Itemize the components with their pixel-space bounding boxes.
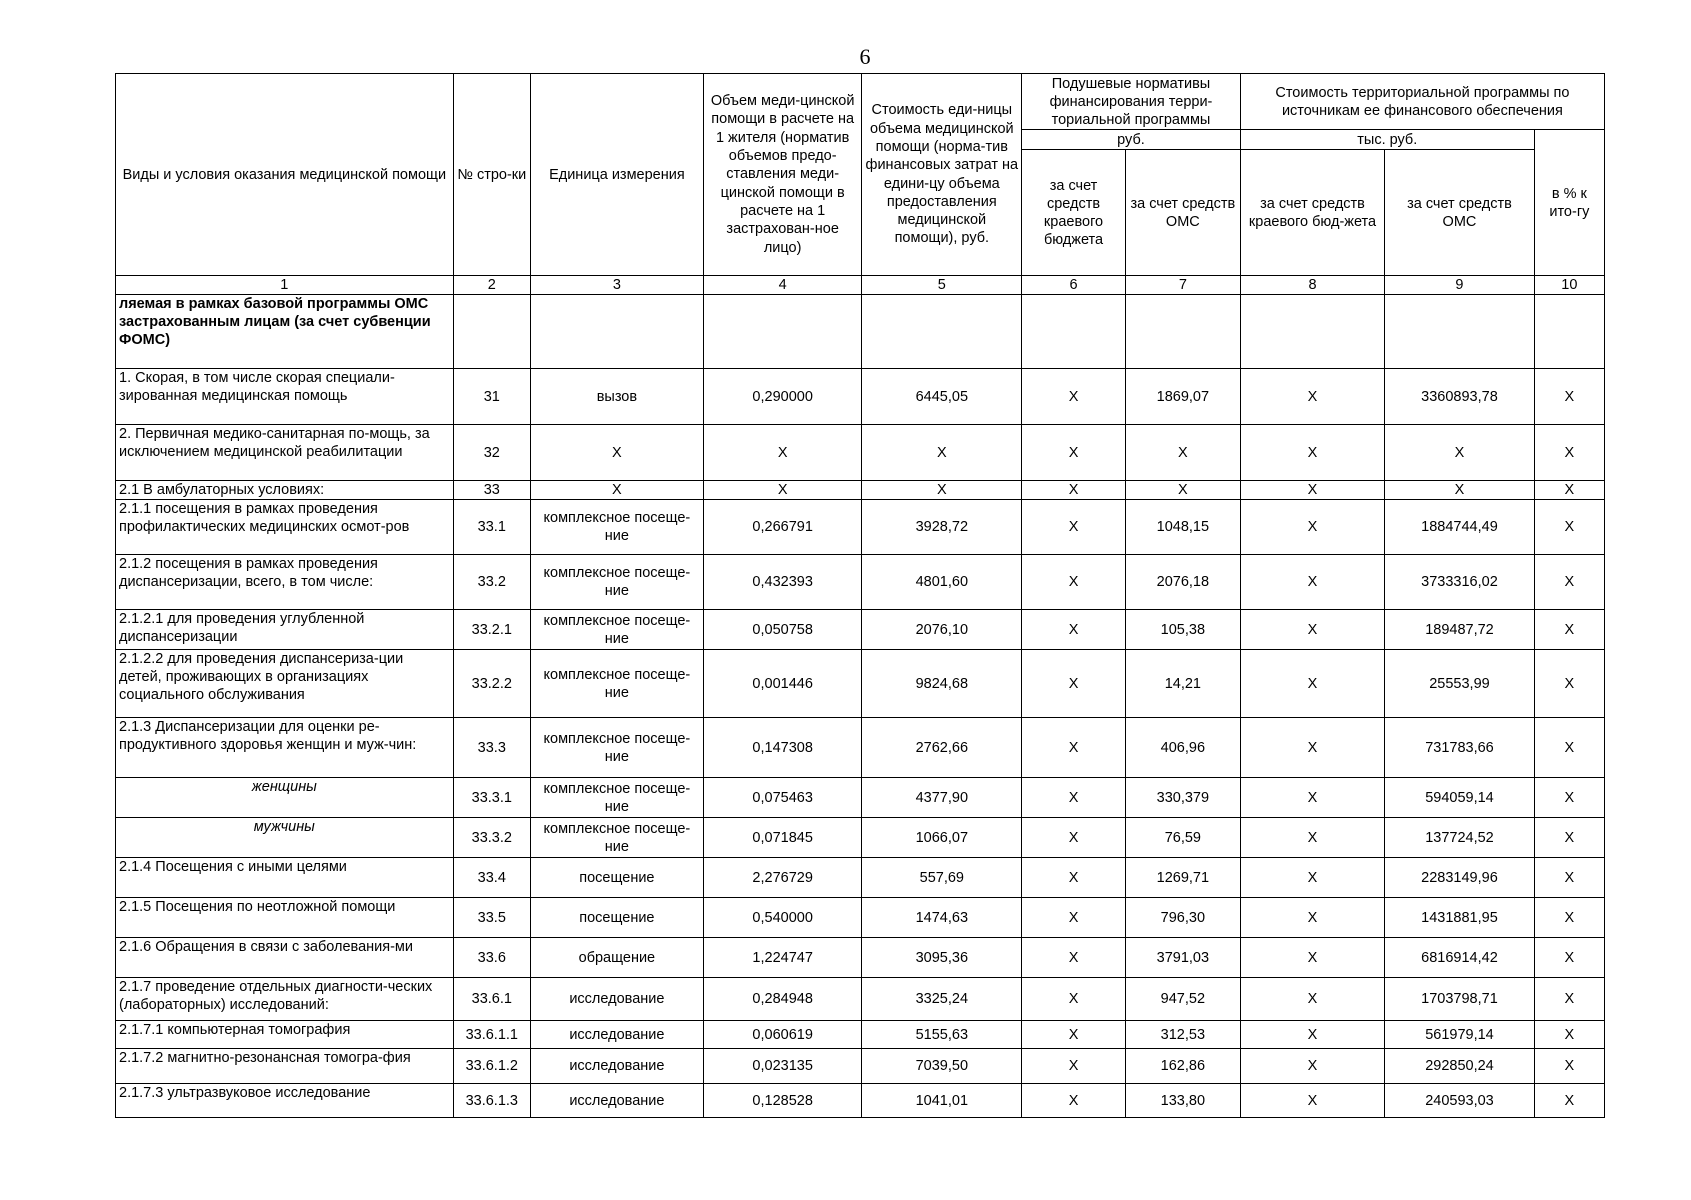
column-number: 5 bbox=[862, 276, 1022, 295]
row-line-number: 33.5 bbox=[453, 898, 530, 938]
row-percent: Х bbox=[1534, 650, 1604, 718]
row-percent: Х bbox=[1534, 938, 1604, 978]
row-regional-budget-total: Х bbox=[1240, 481, 1384, 500]
table-row bbox=[116, 1021, 1605, 1049]
header-unit-cost: Стоимость еди-ницы объема медицинской помощи (норма-тив финансовых затрат на едини-цу объема предоставления медицинской помощи), руб. bbox=[862, 74, 1022, 276]
row-unit-cost: 3095,36 bbox=[862, 938, 1022, 978]
table-row bbox=[116, 898, 1605, 938]
row-regional-budget-total: Х bbox=[1240, 555, 1384, 610]
row-unit: комплексное посеще-ние bbox=[530, 610, 703, 650]
row-regional-budget-total: Х bbox=[1240, 425, 1384, 481]
row-volume: 0,075463 bbox=[703, 778, 862, 818]
row-name: женщины bbox=[116, 778, 454, 818]
row-regional-budget-total: Х bbox=[1240, 898, 1384, 938]
row-unit: комплексное посеще-ние bbox=[530, 778, 703, 818]
row-name: 2.1.1 посещения в рамках проведения профилактических медицинских осмот-ров bbox=[116, 500, 454, 555]
row-line-number: 33.6.1.3 bbox=[453, 1084, 530, 1118]
row-oms-total: 594059,14 bbox=[1385, 778, 1535, 818]
row-regional-budget-norm: Х bbox=[1022, 425, 1126, 481]
row-regional-budget-norm: Х bbox=[1022, 369, 1126, 425]
row-line-number: 33 bbox=[453, 481, 530, 500]
row-volume: 0,050758 bbox=[703, 610, 862, 650]
row-name: 2.1.2.1 для проведения углубленной диспансеризации bbox=[116, 610, 454, 650]
row-name: 1. Скорая, в том числе скорая специали-зированная медицинская помощь bbox=[116, 369, 454, 425]
row-line-number: 33.3 bbox=[453, 718, 530, 778]
row-regional-budget-norm: Х bbox=[1022, 481, 1126, 500]
row-oms-total: 1431881,95 bbox=[1385, 898, 1535, 938]
row-line-number: 33.6.1 bbox=[453, 978, 530, 1021]
financing-table bbox=[115, 73, 1605, 1118]
row-percent: Х bbox=[1534, 718, 1604, 778]
row-regional-budget-norm: Х bbox=[1022, 978, 1126, 1021]
row-percent: Х bbox=[1534, 555, 1604, 610]
row-unit-cost: 1041,01 bbox=[862, 1084, 1022, 1118]
table-row bbox=[116, 938, 1605, 978]
row-volume: 0,290000 bbox=[703, 369, 862, 425]
row-percent: Х bbox=[1534, 978, 1604, 1021]
row-oms-norm: 133,80 bbox=[1125, 1084, 1240, 1118]
row-regional-budget-norm: Х bbox=[1022, 500, 1126, 555]
table-row bbox=[116, 978, 1605, 1021]
row-line-number: 33.6.1.1 bbox=[453, 1021, 530, 1049]
row-regional-budget-total: Х bbox=[1240, 938, 1384, 978]
row-oms-norm: 2076,18 bbox=[1125, 555, 1240, 610]
header-kinds: Виды и условия оказания медицинской помощи bbox=[116, 74, 454, 276]
row-volume: 0,147308 bbox=[703, 718, 862, 778]
row-line-number: 33.3.2 bbox=[453, 818, 530, 858]
row-oms-total: 1884744,49 bbox=[1385, 500, 1535, 555]
row-regional-budget-norm: Х bbox=[1022, 858, 1126, 898]
row-volume: 0,071845 bbox=[703, 818, 862, 858]
row-name: 2.1.7.1 компьютерная томография bbox=[116, 1021, 454, 1049]
row-name: 2.1.4 Посещения с иными целями bbox=[116, 858, 454, 898]
row-oms-total: 3733316,02 bbox=[1385, 555, 1535, 610]
column-number: 7 bbox=[1125, 276, 1240, 295]
table-row bbox=[116, 1084, 1605, 1118]
header-oms-norm: за счет средств ОМС bbox=[1125, 150, 1240, 276]
row-oms-total: 561979,14 bbox=[1385, 1021, 1535, 1049]
table-row bbox=[116, 481, 1605, 500]
row-line-number: 33.6.1.2 bbox=[453, 1049, 530, 1084]
row-regional-budget-total: Х bbox=[1240, 1084, 1384, 1118]
row-regional-budget-norm: Х bbox=[1022, 718, 1126, 778]
table-row bbox=[116, 778, 1605, 818]
column-number: 9 bbox=[1385, 276, 1535, 295]
row-volume: 0,284948 bbox=[703, 978, 862, 1021]
row-regional-budget-total: Х bbox=[1240, 369, 1384, 425]
row-oms-norm: 3791,03 bbox=[1125, 938, 1240, 978]
table-row bbox=[116, 1049, 1605, 1084]
row-unit: обращение bbox=[530, 938, 703, 978]
row-unit-cost: Х bbox=[862, 481, 1022, 500]
row-unit-cost: 4377,90 bbox=[862, 778, 1022, 818]
row-unit: Х bbox=[530, 425, 703, 481]
row-unit: вызов bbox=[530, 369, 703, 425]
header-percent: в % к ито-гу bbox=[1534, 130, 1604, 276]
header-volume: Объем меди-цинской помощи в расчете на 1 жителя (норматив объемов предо-ставления меди-цинской помощи в расчете на 1 застрахован-ное лицо) bbox=[703, 74, 862, 276]
section-title: ляемая в рамках базовой программы ОМС застрахованным лицам (за счет субвенции ФОМС) bbox=[116, 295, 454, 369]
header-oms-total: за счет средств ОМС bbox=[1385, 150, 1535, 276]
row-volume: 2,276729 bbox=[703, 858, 862, 898]
row-unit: Х bbox=[530, 481, 703, 500]
table-row bbox=[116, 555, 1605, 610]
row-name: 2.1.7.3 ультразвуковое исследование bbox=[116, 1084, 454, 1118]
row-oms-norm: 1269,71 bbox=[1125, 858, 1240, 898]
row-regional-budget-total: Х bbox=[1240, 818, 1384, 858]
table-row bbox=[116, 718, 1605, 778]
row-regional-budget-total: Х bbox=[1240, 778, 1384, 818]
row-unit: комплексное посеще-ние bbox=[530, 500, 703, 555]
column-number: 2 bbox=[453, 276, 530, 295]
row-regional-budget-total: Х bbox=[1240, 1021, 1384, 1049]
header-program-cost: Стоимость территориальной программы по источникам ее финансового обеспечения bbox=[1240, 74, 1604, 130]
row-line-number: 33.2.1 bbox=[453, 610, 530, 650]
row-volume: Х bbox=[703, 425, 862, 481]
row-unit-cost: 557,69 bbox=[862, 858, 1022, 898]
row-percent: Х bbox=[1534, 1049, 1604, 1084]
row-unit-cost: 9824,68 bbox=[862, 650, 1022, 718]
row-oms-norm: 1048,15 bbox=[1125, 500, 1240, 555]
row-line-number: 33.4 bbox=[453, 858, 530, 898]
header-regional-budget-total: за счет средств краевого бюд-жета bbox=[1240, 150, 1384, 276]
column-number: 1 bbox=[116, 276, 454, 295]
row-line-number: 33.1 bbox=[453, 500, 530, 555]
row-line-number: 33.3.1 bbox=[453, 778, 530, 818]
row-volume: 0,023135 bbox=[703, 1049, 862, 1084]
row-unit: исследование bbox=[530, 978, 703, 1021]
row-oms-norm: 1869,07 bbox=[1125, 369, 1240, 425]
row-oms-total: 240593,03 bbox=[1385, 1084, 1535, 1118]
table-row bbox=[116, 650, 1605, 718]
row-line-number: 33.6 bbox=[453, 938, 530, 978]
row-unit: комплексное посеще-ние bbox=[530, 650, 703, 718]
row-oms-norm: 105,38 bbox=[1125, 610, 1240, 650]
row-oms-total: 1703798,71 bbox=[1385, 978, 1535, 1021]
row-oms-total: 292850,24 bbox=[1385, 1049, 1535, 1084]
row-regional-budget-total: Х bbox=[1240, 718, 1384, 778]
row-unit-cost: 6445,05 bbox=[862, 369, 1022, 425]
row-unit: комплексное посеще-ние bbox=[530, 555, 703, 610]
row-unit: исследование bbox=[530, 1084, 703, 1118]
row-unit-cost: 7039,50 bbox=[862, 1049, 1022, 1084]
row-unit-cost: Х bbox=[862, 425, 1022, 481]
row-oms-total: Х bbox=[1385, 481, 1535, 500]
row-percent: Х bbox=[1534, 898, 1604, 938]
header-regional-budget-norm: за счет средств краевого бюджета bbox=[1022, 150, 1126, 276]
row-regional-budget-total: Х bbox=[1240, 1049, 1384, 1084]
row-percent: Х bbox=[1534, 500, 1604, 555]
column-number: 4 bbox=[703, 276, 862, 295]
row-oms-norm: 76,59 bbox=[1125, 818, 1240, 858]
row-oms-total: 189487,72 bbox=[1385, 610, 1535, 650]
row-unit-cost: 2076,10 bbox=[862, 610, 1022, 650]
row-percent: Х bbox=[1534, 425, 1604, 481]
row-oms-norm: 312,53 bbox=[1125, 1021, 1240, 1049]
row-oms-norm: 330,379 bbox=[1125, 778, 1240, 818]
row-volume: 0,266791 bbox=[703, 500, 862, 555]
row-unit: посещение bbox=[530, 858, 703, 898]
row-oms-norm: 796,30 bbox=[1125, 898, 1240, 938]
row-volume: 0,001446 bbox=[703, 650, 862, 718]
header-unit-thousand-rub: тыс. руб. bbox=[1240, 130, 1534, 150]
row-line-number: 31 bbox=[453, 369, 530, 425]
row-oms-total: 25553,99 bbox=[1385, 650, 1535, 718]
row-name: 2.1.7 проведение отдельных диагности-ческих (лабораторных) исследований: bbox=[116, 978, 454, 1021]
row-line-number: 33.2 bbox=[453, 555, 530, 610]
row-percent: Х bbox=[1534, 610, 1604, 650]
row-oms-norm: 947,52 bbox=[1125, 978, 1240, 1021]
row-regional-budget-norm: Х bbox=[1022, 1021, 1126, 1049]
column-number: 3 bbox=[530, 276, 703, 295]
header-per-capita-norms: Подушевые нормативы финансирования терри-ториальной программы bbox=[1022, 74, 1241, 130]
row-regional-budget-norm: Х bbox=[1022, 650, 1126, 718]
row-volume: 0,060619 bbox=[703, 1021, 862, 1049]
row-regional-budget-norm: Х bbox=[1022, 1049, 1126, 1084]
row-name: 2.1.6 Обращения в связи с заболевания-ми bbox=[116, 938, 454, 978]
row-oms-norm: Х bbox=[1125, 425, 1240, 481]
row-volume: 0,128528 bbox=[703, 1084, 862, 1118]
row-oms-norm: Х bbox=[1125, 481, 1240, 500]
table-row bbox=[116, 818, 1605, 858]
row-percent: Х bbox=[1534, 858, 1604, 898]
row-regional-budget-total: Х bbox=[1240, 650, 1384, 718]
row-unit: исследование bbox=[530, 1021, 703, 1049]
row-oms-norm: 14,21 bbox=[1125, 650, 1240, 718]
row-percent: Х bbox=[1534, 818, 1604, 858]
row-unit-cost: 3325,24 bbox=[862, 978, 1022, 1021]
row-regional-budget-norm: Х bbox=[1022, 610, 1126, 650]
header-unit: Единица измерения bbox=[530, 74, 703, 276]
row-regional-budget-norm: Х bbox=[1022, 555, 1126, 610]
row-regional-budget-total: Х bbox=[1240, 858, 1384, 898]
row-name: 2.1 В амбулаторных условиях: bbox=[116, 481, 454, 500]
row-line-number: 33.2.2 bbox=[453, 650, 530, 718]
column-number: 6 bbox=[1022, 276, 1126, 295]
row-unit: комплексное посеще-ние bbox=[530, 818, 703, 858]
table-row bbox=[116, 500, 1605, 555]
row-regional-budget-norm: Х bbox=[1022, 898, 1126, 938]
row-oms-norm: 162,86 bbox=[1125, 1049, 1240, 1084]
row-oms-total: 3360893,78 bbox=[1385, 369, 1535, 425]
row-volume: 0,432393 bbox=[703, 555, 862, 610]
row-regional-budget-total: Х bbox=[1240, 610, 1384, 650]
row-regional-budget-norm: Х bbox=[1022, 938, 1126, 978]
row-line-number: 32 bbox=[453, 425, 530, 481]
row-unit-cost: 5155,63 bbox=[862, 1021, 1022, 1049]
table-row bbox=[116, 610, 1605, 650]
row-unit-cost: 4801,60 bbox=[862, 555, 1022, 610]
row-unit-cost: 3928,72 bbox=[862, 500, 1022, 555]
table-row bbox=[116, 369, 1605, 425]
row-name: 2. Первичная медико-санитарная по-мощь, за исключением медицинской реабилитации bbox=[116, 425, 454, 481]
column-number: 8 bbox=[1240, 276, 1384, 295]
row-unit: посещение bbox=[530, 898, 703, 938]
row-unit-cost: 2762,66 bbox=[862, 718, 1022, 778]
row-unit: исследование bbox=[530, 1049, 703, 1084]
row-percent: Х bbox=[1534, 1021, 1604, 1049]
row-regional-budget-norm: Х bbox=[1022, 778, 1126, 818]
header-unit-rub: руб. bbox=[1022, 130, 1241, 150]
row-regional-budget-norm: Х bbox=[1022, 1084, 1126, 1118]
row-percent: Х bbox=[1534, 481, 1604, 500]
row-percent: Х bbox=[1534, 778, 1604, 818]
row-unit-cost: 1474,63 bbox=[862, 898, 1022, 938]
row-regional-budget-norm: Х bbox=[1022, 818, 1126, 858]
row-name: мужчины bbox=[116, 818, 454, 858]
row-name: 2.1.5 Посещения по неотложной помощи bbox=[116, 898, 454, 938]
row-name: 2.1.2 посещения в рамках проведения диспансеризации, всего, в том числе: bbox=[116, 555, 454, 610]
row-volume: 1,224747 bbox=[703, 938, 862, 978]
row-name: 2.1.7.2 магнитно-резонансная томогра-фия bbox=[116, 1049, 454, 1084]
row-unit-cost: 1066,07 bbox=[862, 818, 1022, 858]
row-name: 2.1.2.2 для проведения диспансериза-ции детей, проживающих в организациях социального обслуживания bbox=[116, 650, 454, 718]
table-row bbox=[116, 858, 1605, 898]
row-name: 2.1.3 Диспансеризации для оценки ре-продуктивного здоровья женщин и муж-чин: bbox=[116, 718, 454, 778]
row-oms-norm: 406,96 bbox=[1125, 718, 1240, 778]
row-oms-total: 2283149,96 bbox=[1385, 858, 1535, 898]
row-oms-total: 731783,66 bbox=[1385, 718, 1535, 778]
row-unit: комплексное посеще-ние bbox=[530, 718, 703, 778]
row-oms-total: 137724,52 bbox=[1385, 818, 1535, 858]
row-regional-budget-total: Х bbox=[1240, 500, 1384, 555]
table-row bbox=[116, 425, 1605, 481]
header-line-number: № стро-ки bbox=[453, 74, 530, 276]
page-number: 6 bbox=[859, 44, 871, 69]
row-percent: Х bbox=[1534, 1084, 1604, 1118]
column-number: 10 bbox=[1534, 276, 1604, 295]
row-percent: Х bbox=[1534, 369, 1604, 425]
row-volume: 0,540000 bbox=[703, 898, 862, 938]
row-oms-total: Х bbox=[1385, 425, 1535, 481]
row-volume: Х bbox=[703, 481, 862, 500]
row-oms-total: 6816914,42 bbox=[1385, 938, 1535, 978]
row-regional-budget-total: Х bbox=[1240, 978, 1384, 1021]
